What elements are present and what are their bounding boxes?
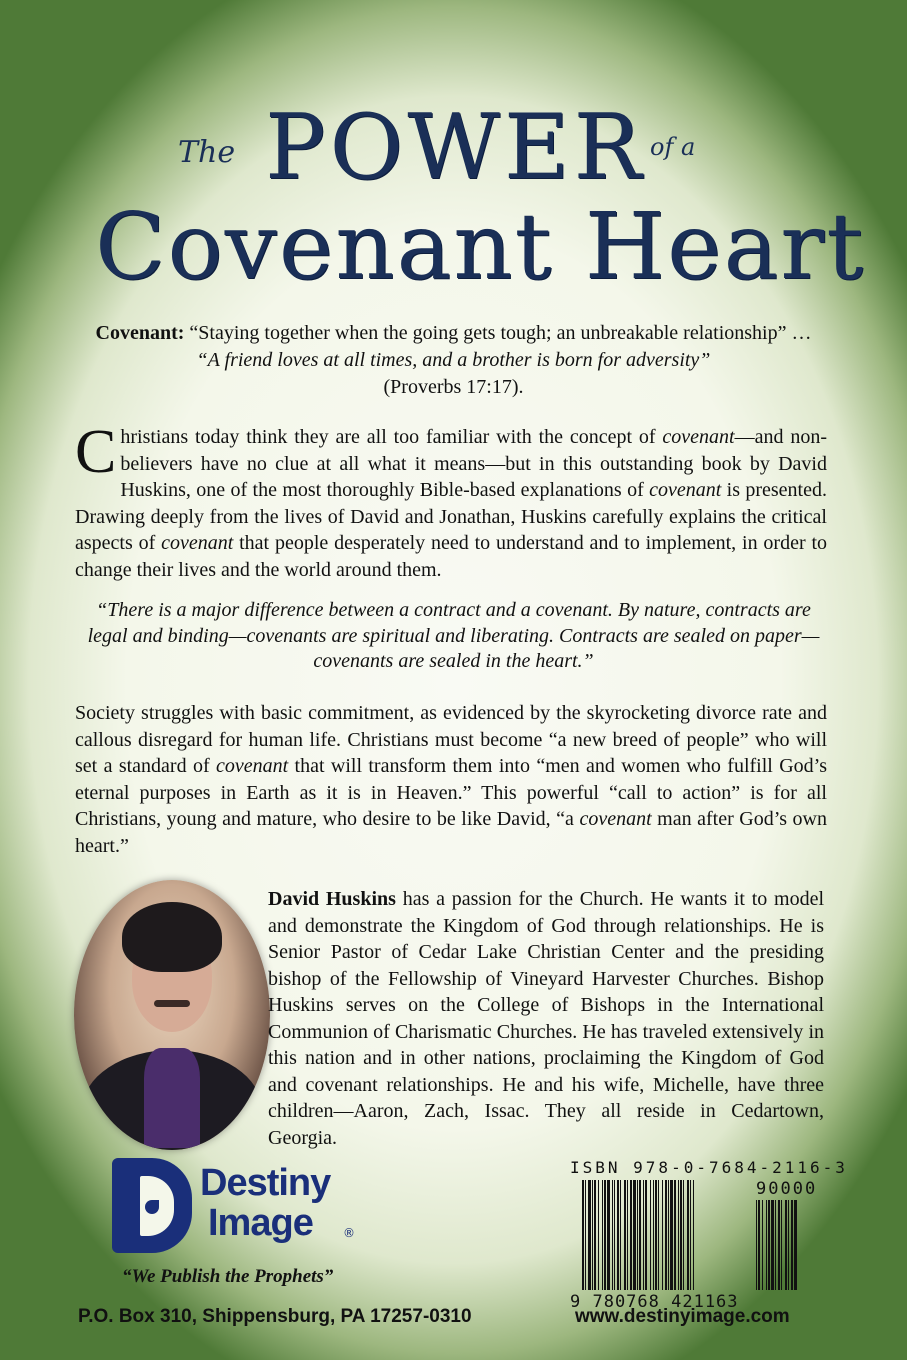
bio-text: has a passion for the Church. He wants it to model and demonstrate the Kingdom of God through relationships. He is Senior Pastor of Cedar Lake Christian Center and the presiding bishop of the Fellowship of Vineyard Harvester Churches. Bishop Huskins serves on the College of Bishops in the International Communion of Charismatic Churches. He has traveled extensively in this nation and in other nations, proclaiming the Kingdom of God and covenant relationships. He and his wife, Michelle, have three children—Aaron, Zach, Issac. They all reside in Cedartown, Georgia. <box>268 888 825 1149</box>
covenant-definition <box>90 320 817 401</box>
intro-em-1: covenant <box>662 426 735 448</box>
logo-word-destiny: Destiny <box>200 1162 331 1204</box>
title-of-a: of a <box>650 133 696 161</box>
intro-text-1: hristians today think they are all too familiar with the concept of <box>120 426 663 448</box>
barcode-number: 9 780768 421163 <box>570 1292 739 1312</box>
intro-text-3: is presented. Drawing deeply from the lives of David and Jonathan, Huskins carefully explains the critical aspects of <box>75 479 827 554</box>
publisher-logo <box>100 1158 400 1273</box>
intro-em-3: covenant <box>161 532 234 554</box>
photo-hair <box>122 902 222 972</box>
society-text-3: man after God’s own heart.” <box>75 808 827 857</box>
pull-quote: “There is a major difference between a contract and a covenant. By nature, contracts are legal and binding—covenants are spiritual and liberating. Contracts are sealed on paper—covenants are sealed in the heart.” <box>87 599 820 672</box>
intro-paragraph <box>75 418 827 583</box>
title-power: POWER <box>265 95 646 200</box>
intro-text-4: that people desperately need to understand and to implement, in order to change their lives and the world around them. <box>75 532 827 581</box>
society-paragraph <box>75 700 827 859</box>
publisher-address: P.O. Box 310, Shippensburg, PA 17257-0310 <box>78 1306 472 1327</box>
logo-dove-icon <box>145 1200 159 1214</box>
publisher-website[interactable]: www.destinyimage.com <box>575 1306 790 1327</box>
author-bio <box>268 886 824 1151</box>
logo-word-image: Image <box>208 1202 313 1244</box>
logo-d-mark-icon <box>112 1158 192 1253</box>
intro-em-2: covenant <box>649 479 722 501</box>
price-code: 90000 <box>756 1179 818 1199</box>
title-covenant-heart: Covenant Heart <box>95 193 866 300</box>
isbn-label: ISBN 978-0-7684-2116-3 <box>570 1158 848 1177</box>
definition-term: Covenant: <box>95 322 185 344</box>
title-the: The <box>178 135 236 170</box>
book-title <box>0 95 907 305</box>
barcode-bars <box>582 1180 748 1290</box>
photo-shirt <box>144 1048 200 1148</box>
barcode-gap <box>797 1200 798 1290</box>
registered-mark: ® <box>343 1226 355 1240</box>
definition-reference: (Proverbs 17:17). <box>383 376 524 398</box>
isbn-barcode <box>570 1158 848 1318</box>
dropcap-letter: C <box>75 418 117 486</box>
barcode-addon-bars <box>756 1200 820 1290</box>
publisher-tagline: “We Publish the Prophets” <box>122 1266 334 1287</box>
society-em-2: covenant <box>579 808 652 830</box>
society-text-1: Society struggles with basic commitment, as evidenced by the skyrocketing divorce rate and callous disregard for human life. Christians must become “a new breed of people” who will set a standard of <box>75 702 827 777</box>
society-em-1: covenant <box>215 755 289 777</box>
definition-quote: “A friend loves at all times, and a brother is born for adversity” <box>196 349 711 371</box>
author-name: David Huskins <box>268 888 396 910</box>
definition-text: “Staying together when the going gets tough; an unbreakable relationship” … <box>189 322 812 344</box>
author-photo <box>74 880 270 1150</box>
intro-text-2: —and non-believers have no clue at all what it means—but in this outstanding book by David Huskins, one of the most thoroughly Bible-based explanations of <box>120 426 827 501</box>
photo-mustache <box>154 1000 190 1007</box>
society-text-2: that will transform them into “men and women who fulfill God’s eternal purposes in Earth as it is in Heaven.” This powerful “call to action” is for all Christians, young and mature, who desire to be like David, “a <box>75 755 827 830</box>
barcode-gap <box>694 1180 696 1290</box>
